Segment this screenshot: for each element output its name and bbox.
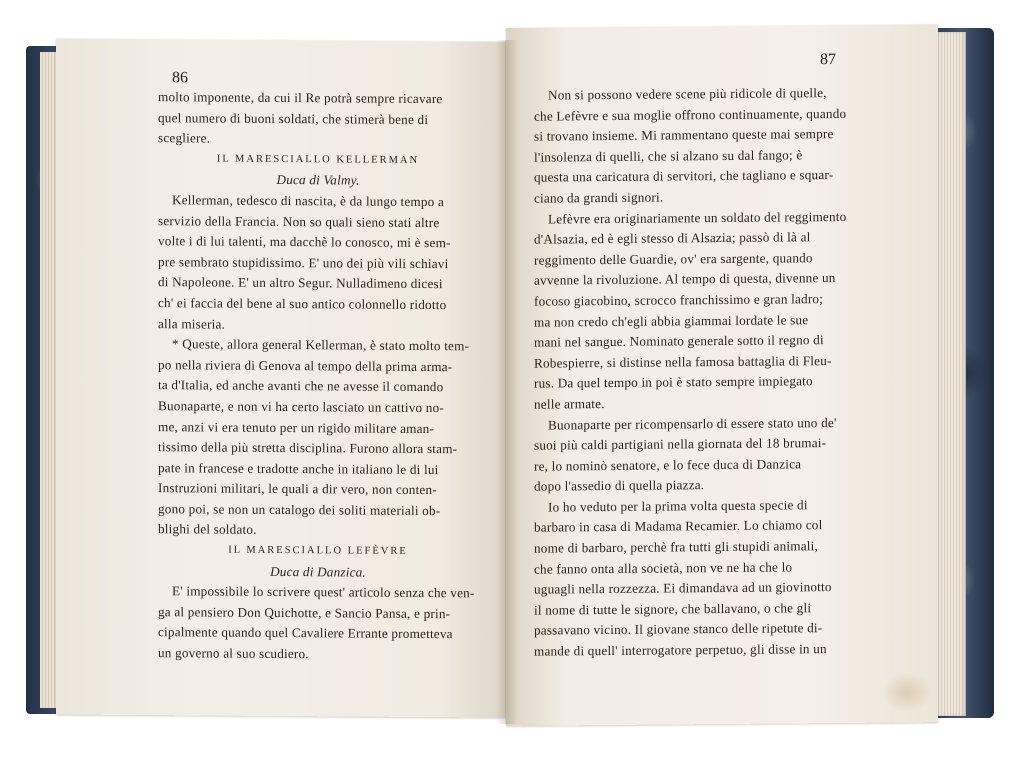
text-line: re, lo nominò senatore, e lo fece duca di Danzica (534, 455, 802, 474)
text-line: ta d'Italia, ed anche avanti che ne avesse il comando (158, 377, 444, 395)
text-line: Kellerman, tedesco di nascita, è da lungo tempo a (172, 192, 444, 210)
text-line: focoso giacobino, scrocco franchissimo e gran ladro; (534, 291, 824, 309)
text-line: un governo al suo scudiero. (158, 645, 309, 662)
text-line: gono poi, se non un catalogo dei soliti materiali ob- (158, 501, 441, 518)
paragraph-kellerman-note (158, 334, 478, 542)
text-line: uguagli nella rozzezza. Ei dimandava ad un giovinotto (534, 579, 832, 597)
paragraph-kellerman-1 (158, 190, 478, 336)
text-line: cipalmente quando quel Cavaliere Errante prometteva (158, 624, 453, 642)
text-line: molto imponente, da cui il Re potrà sempre ricavare (158, 89, 443, 107)
subtitle-valmy: Duca di Valmy. (276, 172, 360, 188)
text-line: Buonaparte per ricompensarlo di essere stato uno de' (548, 414, 837, 433)
text-line: Buonaparte, e non vi ha certo lasciato un cattivo no- (158, 398, 444, 416)
text-line: mani nel sangue. Nominato generale sotto il regno di (534, 332, 824, 350)
text-line: Instruzioni militari, le quali a dir vero, non conten- (158, 480, 437, 498)
text-line: ch' ei faccia del bene al suo antico colonnello ridotto (158, 295, 447, 313)
text-line: passavano vicino. Il giovane stanco delle ripetute di- (534, 620, 823, 639)
text-line: blighi del soldato. (158, 521, 257, 538)
text-line: avvenne la rivoluzione. Al tempo di questa, divenne un (534, 270, 836, 288)
left-page (56, 38, 506, 717)
page-stain (882, 672, 932, 712)
left-page-number: 86 (172, 69, 188, 87)
text-line: tissimo della più stretta disciplina. Furono allora stam- (158, 439, 458, 457)
text-line: volte i di lui talenti, ma dacchè lo conosco, mi è sem- (158, 233, 451, 251)
text-line: mande di quell' interrogatore perpetuo, gli disse in un (534, 641, 827, 659)
text-line: dopo l'assedio di quella piazza. (534, 477, 705, 494)
text-line: reggimento delle Guardie, ov' era sargente, quando (534, 249, 813, 268)
text-line: quel numero di buoni soldati, che stimerà bene di (158, 109, 429, 127)
text-line: nelle armate. (534, 395, 605, 412)
text-line: servizio della Francia. Non so quali sieno stati altre (158, 212, 440, 230)
text-line: ciano da grandi signori. (534, 189, 664, 206)
left-page-text (158, 87, 478, 666)
text-line: d'Alsazia, ed è egli stesso di Alsazia; passò di là al (534, 229, 811, 247)
paragraph-scene (534, 83, 864, 209)
text-line: di Napoleone. E' un altro Segur. Nulladimeno dicesi (158, 274, 443, 292)
text-line: Lefèvre era originariamente un soldato del reggimento (548, 208, 847, 227)
paragraph-lefevre-intro (158, 581, 478, 666)
subtitle-danzica: Duca di Danzica. (270, 563, 366, 580)
text-line: che Lefèvre e sua moglie offrono continuamente, quando (534, 105, 847, 124)
text-line: E' impossibile lo scrivere quest' articolo senza che ven- (172, 583, 475, 601)
right-page-number: 87 (820, 51, 836, 69)
text-line: questa una caricatura di servitori, che tagliano e squar- (534, 167, 834, 186)
text-line: rus. Da quel tempo in poi è stato sempre impiegato (534, 373, 813, 391)
paragraph-recamier (534, 495, 864, 663)
right-page (506, 24, 938, 726)
text-line: alla miseria. (158, 315, 226, 332)
left-opening-lines (158, 87, 478, 151)
text-line: scegliere. (158, 130, 211, 146)
text-line: Robespierre, si distinse nella famosa battaglia di Fleu- (534, 352, 832, 371)
heading-lefevre: IL MARESCIALLO LEFÈVRE (228, 544, 408, 557)
right-page-text (534, 83, 864, 663)
text-line: che fanno onta alla società, non ve ne ha che lo (534, 559, 793, 577)
text-line: ma non credo ch'egli abbia giammai lordate le sue (534, 311, 809, 330)
text-line: po nella riviera di Genova al tempo della prima arma- (158, 356, 453, 374)
heading-kellerman: IL MARESCIALLO KELLERMAN (216, 153, 420, 166)
text-line: me, anzi vi era tenuto per un rigido militare aman- (158, 418, 435, 436)
book-gutter (496, 40, 518, 724)
text-line: l'insolenza di quelli, che si alzano su dal fango; è (534, 147, 803, 165)
text-line: pate in francese e tradotte anche in italiano le di lui (158, 459, 439, 477)
text-line: pre sembrato stupidissimo. E' uno dei più vili schiavi (158, 253, 449, 271)
text-line: ga al pensiero Don Quichotte, e Sancio Pansa, e prin- (158, 603, 451, 622)
text-line: si trovano insieme. Mi rammentano queste mai sempre (534, 126, 834, 144)
text-line: Io ho veduto per la prima volta questa specie di (548, 497, 808, 515)
text-line: il nome di tutte le signore, che ballavano, o che gli (534, 600, 812, 618)
paragraph-origins (534, 206, 864, 415)
text-line: barbaro in casa di Madama Recamier. Lo chiamo col (534, 517, 823, 536)
paragraph-reward (534, 412, 864, 497)
text-line: nome di barbaro, perchè fra tutti gli stupidi animali, (534, 538, 818, 556)
text-line: suoi più caldi partigiani nella giornata del 18 brumai- (534, 435, 827, 453)
text-line: * Queste, allora general Kellerman, è stato molto tem- (172, 336, 470, 354)
text-line: Non si possono vedere scene più ridicole di quelle, (548, 85, 827, 103)
